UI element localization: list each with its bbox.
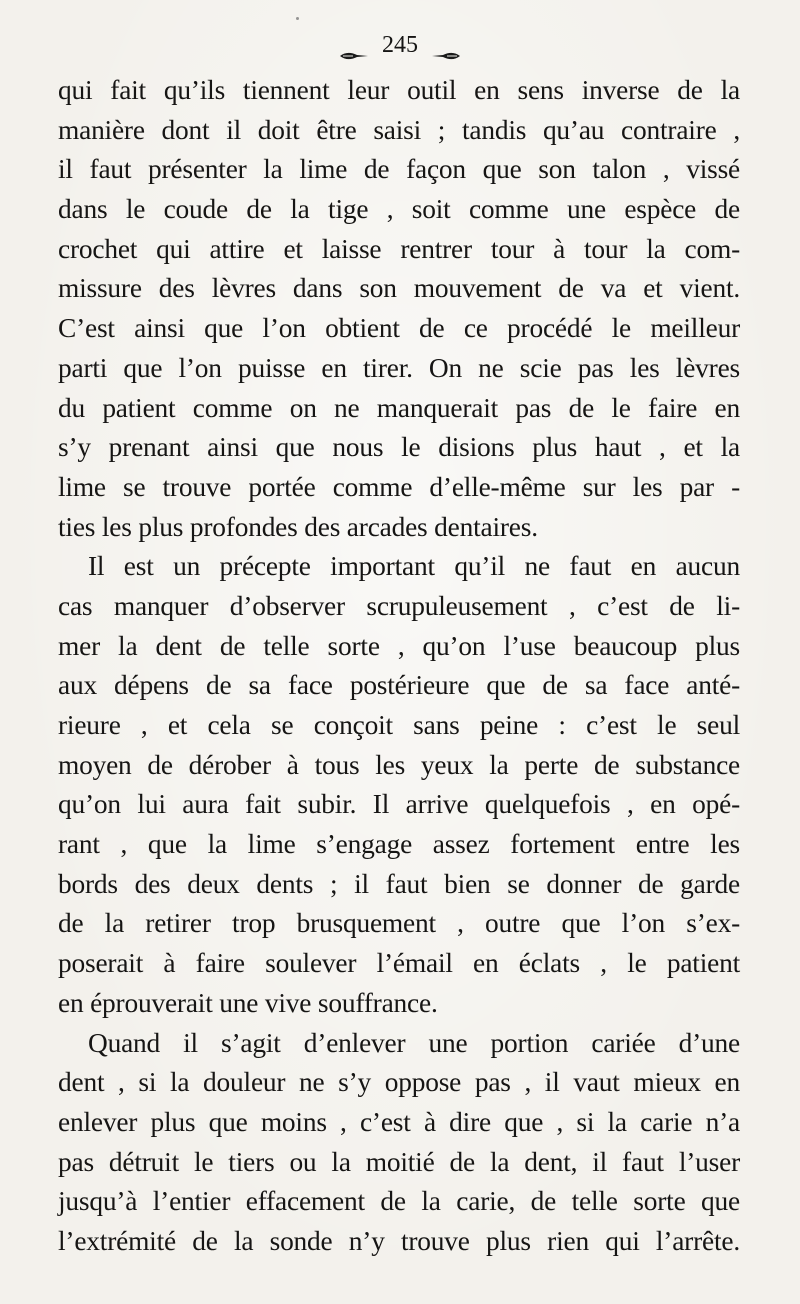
text-line: du patient comme on ne manquerait pas de le faire en [58, 392, 740, 423]
text-line: crochet qui attire et laisse rentrer tour à tour la com- [58, 233, 740, 264]
ink-speck [296, 17, 299, 20]
page-header [0, 30, 800, 60]
text-line: ties les plus profondes des arcades dentaires. [58, 511, 538, 542]
text-line: qui fait qu’ils tiennent leur outil en sens inverse de la [58, 75, 740, 105]
body-text [58, 71, 740, 1262]
text-line: Il est un précepte important qu’il ne faut en aucun [88, 551, 740, 582]
text-line: poserait à faire soulever l’émail en éclats , le patient [58, 948, 740, 979]
page-number: 245 [382, 32, 418, 58]
hand-ornament-left-icon [339, 40, 369, 50]
text-line: C’est ainsi que l’on obtient de ce procédé le meilleur [58, 313, 740, 344]
text-line: rieure , et cela se conçoit sans peine : c’est le seul [58, 710, 740, 740]
text-line: mer la dent de telle sorte , qu’on l’use beaucoup plus [58, 630, 740, 661]
text-line: manière dont il doit être saisi ; tandis qu’au contraire , [58, 114, 740, 145]
text-line: en éprouverait une vive souffrance. [58, 987, 438, 1018]
text-line: lime se trouve portée comme d’elle-même sur les par - [58, 471, 740, 502]
text-line: aux dépens de sa face postérieure que de sa face anté- [58, 670, 740, 701]
hand-ornament-right-icon [431, 40, 461, 50]
text-line: pas détruit le tiers ou la moitié de la dent, il faut l’user [58, 1146, 740, 1177]
text-line: parti que l’on puisse en tirer. On ne scie pas les lèvres [58, 352, 740, 383]
text-line: qu’on lui aura fait subir. Il arrive quelquefois , en opé- [58, 789, 740, 820]
text-line: il faut présenter la lime de façon que son talon , vissé [58, 154, 740, 185]
text-line: moyen de dérober à tous les yeux la perte de substance [58, 749, 740, 780]
text-line: enlever plus que moins , c’est à dire que , si la carie n’a [58, 1106, 740, 1137]
text-line: de la retirer trop brusquement , outre que l’on s’ex- [58, 908, 740, 939]
text-line: Quand il s’agit d’enlever une portion cariée d’une [88, 1027, 740, 1058]
text-line: rant , que la lime s’engage assez fortement entre les [58, 829, 740, 860]
text-line: dans le coude de la tige , soit comme une espèce de [58, 194, 740, 225]
text-line: cas manquer d’observer scrupuleusement , c’est de li- [58, 590, 740, 621]
text-line: s’y prenant ainsi que nous le disions plus haut , et la [58, 432, 740, 463]
text-line: bords des deux dents ; il faut bien se donner de garde [58, 868, 740, 899]
text-line: dent , si la douleur ne s’y oppose pas , il vaut mieux en [58, 1067, 740, 1098]
text-line: missure des lèvres dans son mouvement de va et vient. [58, 273, 740, 304]
text-line: jusqu’à l’entier effacement de la carie, de telle sorte que [58, 1186, 740, 1217]
text-line: l’extrémité de la sonde n’y trouve plus rien qui l’arrête. [58, 1225, 740, 1256]
